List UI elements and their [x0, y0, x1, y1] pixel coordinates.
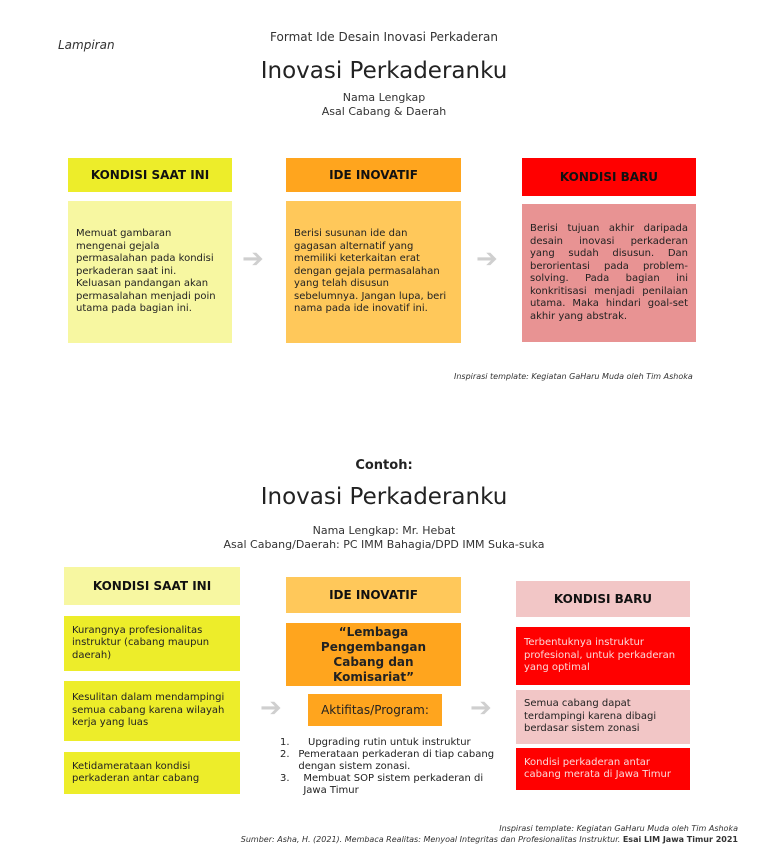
- example-col3-item: [516, 690, 690, 744]
- arrow-right-icon: ➔: [242, 244, 264, 274]
- list-item-number: 1.: [280, 737, 290, 748]
- list-item-number: 3.: [280, 773, 290, 784]
- example-program-label: Aktifitas/Program:: [308, 694, 442, 726]
- template-col1-text: Memuat gambaran mengenai gejala permasalahan pada kondisi perkaderan saat ini. Keluasan pandangan akan permasalahan menjadi poin utama pada bagian ini.: [76, 228, 216, 315]
- example-label: Contoh:: [355, 458, 413, 473]
- list-item-number: 2.: [280, 749, 290, 760]
- example-col3-header: KONDISI BARU: [516, 581, 690, 617]
- template-origin-label: Asal Cabang & Daerah: [321, 105, 447, 118]
- template-col1-box: [68, 201, 232, 343]
- example-idea-name: “Lembaga Pengembangan Cabang dan Komisariat”: [286, 623, 461, 686]
- arrow-right-icon: ➔: [470, 693, 492, 723]
- example-source-text: Sumber: Asha, H. (2021). Membaca Realitas: Menyoal Integritas dan Profesionalitas Instruktur.: [240, 835, 621, 844]
- example-col3-item: [516, 748, 690, 790]
- template-col2-text: Berisi susunan ide dan gagasan alternatif yang memiliki keterkaitan erat dengan gejala permasalahan yang telah disusun sebelumnya. Jangan lupa, beri nama pada ide inovatif ini.: [294, 228, 447, 315]
- template-inspiration: Inspirasi template: Kegiatan GaHaru Muda oleh Tim Ashoka: [454, 372, 693, 381]
- template-col3-header: KONDISI BARU: [522, 158, 696, 196]
- example-source: [241, 835, 738, 844]
- template-col3-box: [522, 204, 696, 342]
- template-name-label: Nama Lengkap: [342, 91, 426, 104]
- example-col1-item: [64, 752, 240, 794]
- example-col3-item-text: Terbentuknya instruktur profesional, untuk perkaderan yang optimal: [524, 637, 676, 674]
- example-name-line: Nama Lengkap: Mr. Hebat: [312, 524, 456, 537]
- template-col2-header: IDE INOVATIF: [286, 158, 461, 192]
- example-col1-item-text: Ketidamerataan kondisi perkaderan antar cabang: [72, 760, 200, 784]
- list-item: [280, 737, 502, 749]
- example-title: Inovasi Perkaderanku: [260, 484, 508, 510]
- example-col1-item-text: Kesulitan dalam mendampingi semua cabang karena wilayah kerja yang luas: [72, 692, 225, 729]
- example-origin-line: Asal Cabang/Daerah: PC IMM Bahagia/DPD IMM Suka-suka: [223, 538, 545, 551]
- example-inspiration: Inspirasi template: Kegiatan GaHaru Muda oleh Tim Ashoka: [499, 824, 738, 833]
- example-source-bold: Esai LIM Jawa Timur 2021: [622, 835, 738, 844]
- template-col3-text: Berisi tujuan akhir daripada desain inovasi perkaderan yang sudah disusun. Dan berorientasi pada problem-solving. Pada bagian ini konkritisasi menjadi penilaian utama. Maka hindari goal-set akhir yang abstrak.: [530, 223, 688, 322]
- list-item: [280, 773, 502, 797]
- example-col2-header: IDE INOVATIF: [286, 577, 461, 613]
- arrow-right-icon: ➔: [260, 693, 282, 723]
- example-col3-item-text: Semua cabang dapat terdampingi karena dibagi berdasar sistem zonasi: [524, 698, 657, 735]
- arrow-right-icon: ➔: [476, 244, 498, 274]
- template-col2-box: [286, 201, 461, 343]
- lampiran-label: Lampiran: [58, 38, 115, 52]
- template-col1-header: KONDISI SAAT INI: [68, 158, 232, 192]
- list-item-text: Upgrading rutin untuk instruktur: [308, 737, 471, 748]
- example-col1-header: KONDISI SAAT INI: [64, 567, 240, 605]
- example-program-list: [280, 737, 502, 797]
- template-title: Inovasi Perkaderanku: [260, 58, 508, 84]
- example-col1-item: [64, 616, 240, 671]
- example-col3-item-text: Kondisi perkaderan antar cabang merata di Jawa Timur: [524, 756, 671, 780]
- list-item: [280, 749, 502, 773]
- list-item-text: Membuat SOP sistem perkaderan di Jawa Timur: [303, 773, 484, 796]
- example-col1-item: [64, 681, 240, 741]
- example-col3-item: [516, 627, 690, 685]
- format-title: Format Ide Desain Inovasi Perkaderan: [270, 30, 498, 44]
- example-col1-item-text: Kurangnya profesionalitas instruktur (cabang maupun daerah): [72, 624, 210, 661]
- list-item-text: Pemerataan perkaderan di tiap cabang dengan sistem zonasi.: [298, 749, 495, 772]
